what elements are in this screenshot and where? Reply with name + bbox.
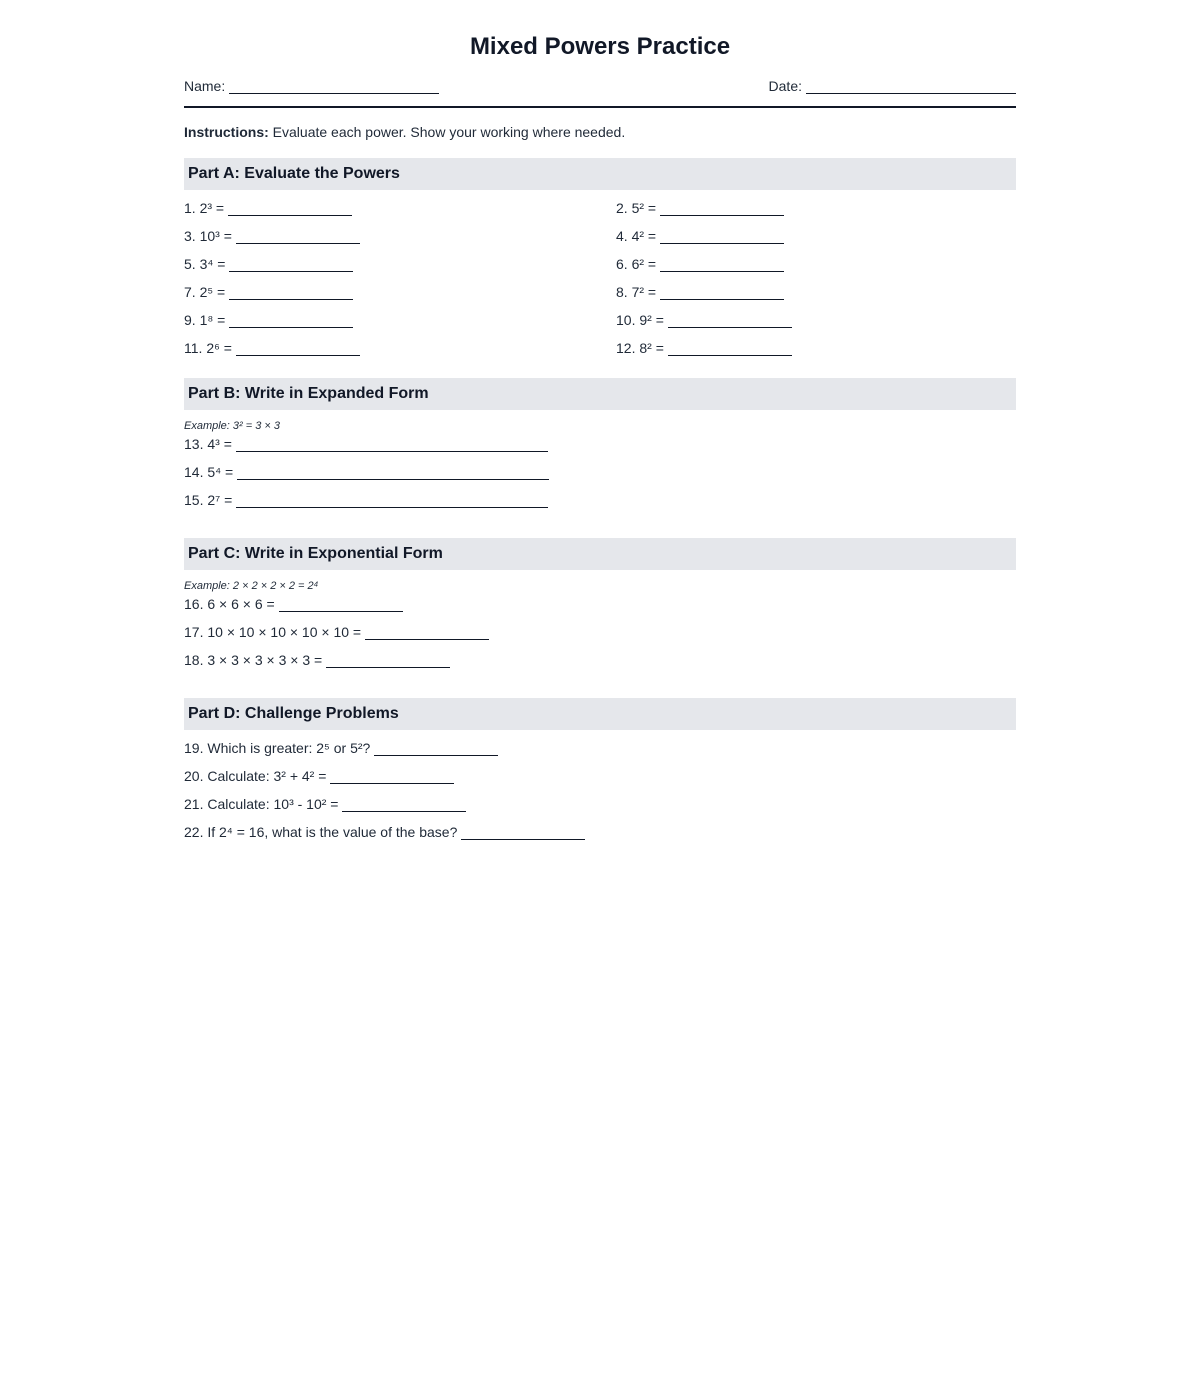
answer-blank[interactable] xyxy=(660,200,784,216)
question xyxy=(184,228,616,256)
question-text: 2. 5² = xyxy=(616,200,657,216)
part-c-heading: Part C: Write in Exponential Form xyxy=(184,538,1016,570)
answer-blank[interactable] xyxy=(461,824,585,840)
answer-blank[interactable] xyxy=(279,596,403,612)
question xyxy=(184,596,1016,624)
answer-blank[interactable] xyxy=(668,340,792,356)
part-c-list xyxy=(184,596,1016,680)
answer-blank[interactable] xyxy=(229,256,353,272)
question-text: 17. 10 × 10 × 10 × 10 × 10 = xyxy=(184,624,362,640)
part-d-heading: Part D: Challenge Problems xyxy=(184,698,1016,730)
instructions-text: Evaluate each power. Show your working where needed. xyxy=(268,124,626,140)
part-c-section xyxy=(184,538,1016,680)
date-blank[interactable] xyxy=(806,78,1016,94)
name-blank[interactable] xyxy=(229,78,439,94)
part-d-section xyxy=(184,698,1016,852)
page-title: Mixed Powers Practice xyxy=(469,33,731,60)
question xyxy=(184,824,1016,852)
answer-blank[interactable] xyxy=(237,464,549,480)
question-text: 13. 4³ = xyxy=(184,436,232,452)
question-text: 22. If 2⁴ = 16, what is the value of the base? xyxy=(184,824,458,840)
answer-blank[interactable] xyxy=(326,652,450,668)
instructions xyxy=(184,124,625,140)
answer-blank[interactable] xyxy=(374,740,498,756)
part-b-example: Example: 3² = 3 × 3 xyxy=(184,420,280,432)
question-text: 10. 9² = xyxy=(616,312,664,328)
answer-blank[interactable] xyxy=(236,436,548,452)
question xyxy=(616,312,1016,340)
answer-blank[interactable] xyxy=(228,200,352,216)
question-text: 1. 2³ = xyxy=(184,200,225,216)
question-text: 5. 3⁴ = xyxy=(184,256,226,272)
question xyxy=(184,312,616,340)
question xyxy=(184,796,1016,824)
name-label: Name: xyxy=(184,78,226,94)
part-a-grid xyxy=(184,200,1016,368)
question-text: 6. 6² = xyxy=(616,256,657,272)
answer-blank[interactable] xyxy=(342,796,466,812)
answer-blank[interactable] xyxy=(660,256,784,272)
part-c-example: Example: 2 × 2 × 2 × 2 = 2⁴ xyxy=(184,580,319,592)
part-b-section xyxy=(184,378,1016,520)
question xyxy=(616,256,1016,284)
answer-blank[interactable] xyxy=(229,284,353,300)
question xyxy=(184,768,1016,796)
question-text: 9. 1⁸ = xyxy=(184,312,226,328)
question xyxy=(184,740,1016,768)
part-d-list xyxy=(184,740,1016,852)
instructions-label: Instructions: xyxy=(184,124,269,140)
question xyxy=(184,340,616,368)
part-b-list xyxy=(184,436,1016,520)
question-text: 8. 7² = xyxy=(616,284,657,300)
answer-blank[interactable] xyxy=(668,312,792,328)
answer-blank[interactable] xyxy=(660,228,784,244)
question-text: 19. Which is greater: 2⁵ or 5²? xyxy=(184,740,371,756)
question xyxy=(184,284,616,312)
date-label: Date: xyxy=(768,78,802,94)
question xyxy=(616,200,1016,228)
answer-blank[interactable] xyxy=(229,312,353,328)
question xyxy=(184,464,1016,492)
question-text: 16. 6 × 6 × 6 = xyxy=(184,596,275,612)
question xyxy=(184,436,1016,464)
answer-blank[interactable] xyxy=(660,284,784,300)
part-a-section xyxy=(184,158,1016,368)
question-text: 14. 5⁴ = xyxy=(184,464,234,480)
answer-blank[interactable] xyxy=(236,340,360,356)
answer-blank[interactable] xyxy=(236,492,548,508)
question-text: 3. 10³ = xyxy=(184,228,232,244)
question xyxy=(616,284,1016,312)
name-date-row xyxy=(184,76,1016,108)
answer-blank[interactable] xyxy=(365,624,489,640)
date-field xyxy=(769,78,1016,94)
question xyxy=(184,200,616,228)
question-text: 15. 2⁷ = xyxy=(184,492,233,508)
answer-blank[interactable] xyxy=(330,768,454,784)
question xyxy=(616,340,1016,368)
question xyxy=(184,256,616,284)
question xyxy=(616,228,1016,256)
question-text: 21. Calculate: 10³ - 10² = xyxy=(184,796,339,812)
question-text: 7. 2⁵ = xyxy=(184,284,226,300)
part-b-heading: Part B: Write in Expanded Form xyxy=(184,378,1016,410)
question xyxy=(184,624,1016,652)
question xyxy=(184,492,1016,520)
part-a-heading: Part A: Evaluate the Powers xyxy=(184,158,1016,190)
question-text: 11. 2⁶ = xyxy=(184,340,232,356)
question-text: 4. 4² = xyxy=(616,228,657,244)
question-text: 20. Calculate: 3² + 4² = xyxy=(184,768,327,784)
question xyxy=(184,652,1016,680)
answer-blank[interactable] xyxy=(236,228,360,244)
question-text: 12. 8² = xyxy=(616,340,664,356)
question-text: 18. 3 × 3 × 3 × 3 × 3 = xyxy=(184,652,323,668)
name-field xyxy=(184,78,439,94)
